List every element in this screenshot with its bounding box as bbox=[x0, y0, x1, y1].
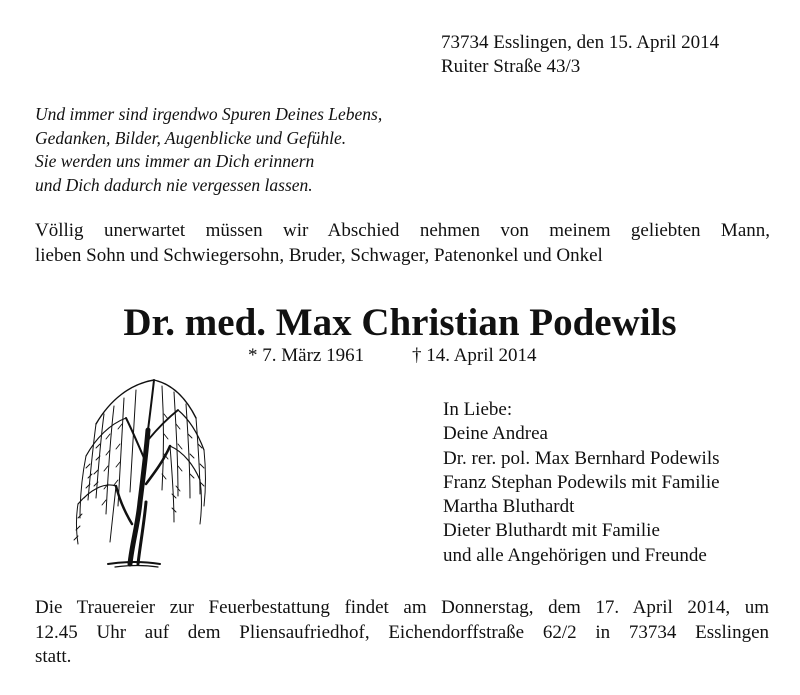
mourner-name: Dieter Bluthardt mit Familie bbox=[443, 520, 660, 542]
place-date: 73734 Esslingen, den 15. April 2014 bbox=[441, 32, 720, 53]
poem bbox=[35, 103, 382, 197]
mourners-list bbox=[443, 398, 720, 568]
mourners-intro: In Liebe: bbox=[443, 399, 513, 420]
mourner-name: Martha Bluthardt bbox=[443, 496, 575, 518]
funeral-line: Die Trauereier zur Feuerbestattung findet am Donnerstag, dem 17. April 2014, um bbox=[35, 597, 769, 618]
mourner-name: Franz Stephan Podewils mit Familie bbox=[443, 471, 720, 493]
announcement-line: lieben Sohn und Schwiegersohn, Bruder, Schwager, Patenonkel und Onkel bbox=[35, 245, 603, 266]
death-date: † 14. April 2014 bbox=[412, 345, 537, 366]
birth-date: * 7. März 1961 bbox=[248, 345, 365, 366]
funeral-line: statt. bbox=[35, 646, 72, 667]
funeral-info bbox=[35, 596, 769, 670]
mourner-name: Deine Andrea bbox=[443, 423, 548, 445]
poem-line: Sie werden uns immer an Dich erinnern bbox=[35, 151, 315, 171]
mourner-name: Dr. rer. pol. Max Bernhard Podewils bbox=[443, 447, 720, 469]
address: Ruiter Straße 43/3 bbox=[441, 56, 581, 77]
weeping-willow-icon bbox=[60, 374, 210, 574]
funeral-line: 12.45 Uhr auf dem Pliensaufriedhof, Eichendorffstraße 62/2 in 73734 Esslingen bbox=[35, 621, 769, 643]
mourner-name: und alle Angehörigen und Freunde bbox=[443, 544, 707, 566]
poem-line: Und immer sind irgendwo Spuren Deines Lebens, bbox=[35, 104, 383, 124]
deceased-name: Dr. med. Max Christian Podewils bbox=[123, 301, 677, 344]
place-date-block bbox=[441, 31, 719, 79]
announcement-line: Völlig unerwartet müssen wir Abschied nehmen von meinem geliebten Mann, bbox=[35, 220, 770, 241]
poem-line: und Dich dadurch nie vergessen lassen. bbox=[35, 174, 313, 195]
announcement-text bbox=[35, 218, 770, 268]
poem-line: Gedanken, Bilder, Augenblicke und Gefühle. bbox=[35, 127, 347, 148]
